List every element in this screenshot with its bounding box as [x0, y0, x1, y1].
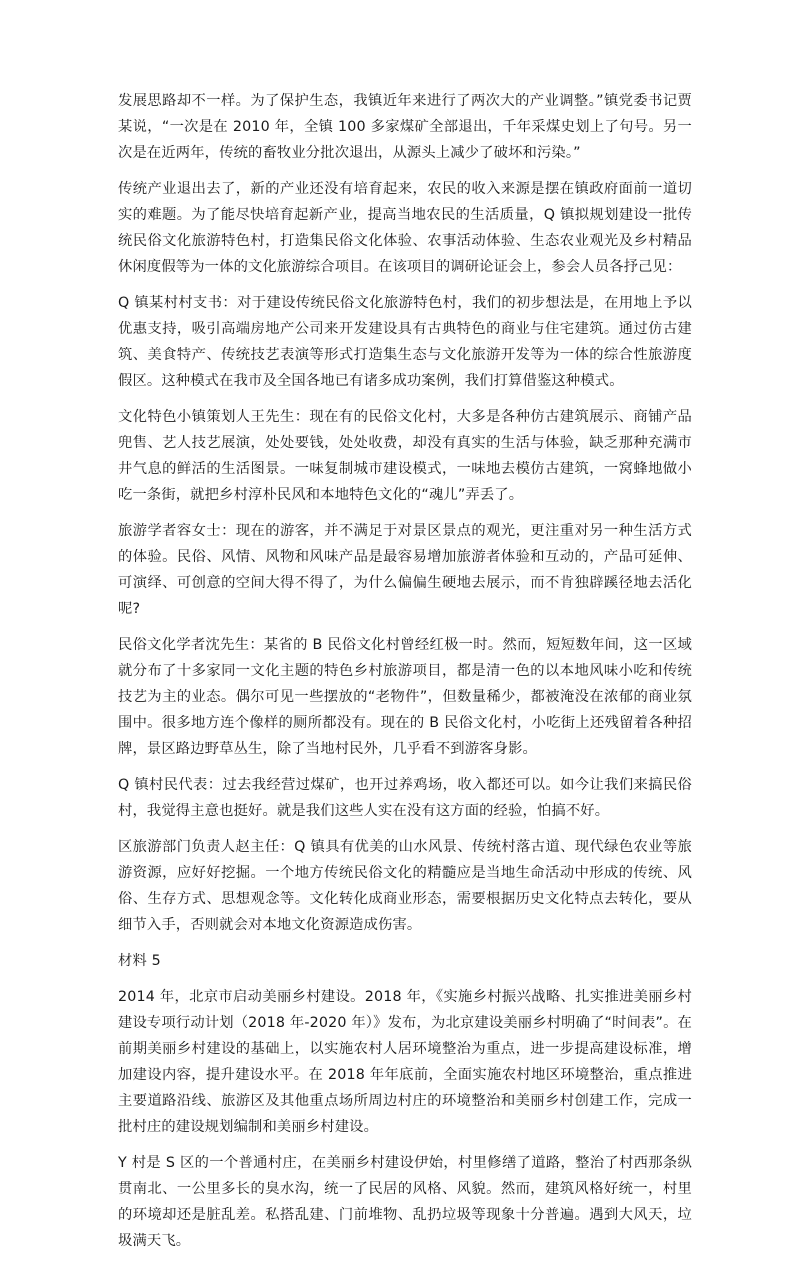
paragraph-10: Y 村是 S 区的一个普通村庄，在美丽乡村建设伊始，村里修缮了道路，整治了村西那条纵贯南北、一公里多长的臭水沟，统一了民居的风格、风貌。然而，建筑风格好统一，村里的环境却还是脏乱差。私搭乱建、门前堆物、乱扔垃圾等现象十分普遍。遇到大风天，垃圾满天飞。 [118, 1155, 692, 1249]
paragraph-8: 区旅游部门负责人赵主任：Q 镇具有优美的山水风景、传统村落古道、现代绿色农业等旅游资源，应好好挖掘。一个地方传统民俗文化的精髓应是当地生命活动中形成的传统、风俗、生存方式、思想观念等。文化转化成商业形态，需要根据历史文化特点去转化，要从细节入手，否则就会对本地文化资源造成伤害。 [118, 839, 692, 933]
section-heading: 材料 5 [118, 953, 161, 969]
paragraph-6: 民俗文化学者沈先生：某省的 B 民俗文化村曾经红极一时。然而，短短数年间，这一区域就分布了十多家同一文化主题的特色乡村旅游项目，都是清一色的以本地风味小吃和传统技艺为主的业态。偶尔可见一些摆放的“老物件”，但数量稀少，都被淹没在浓郁的商业氛围中。很多地方连个像样的厕所都没有。现在的 B 民俗文化村，小吃街上还残留着各种招牌，景区路边野草丛生，除了当地村民外，几乎看不到游客身影。 [118, 637, 692, 757]
paragraph-9: 2014 年，北京市启动美丽乡村建设。2018 年，《实施乡村振兴战略、扎实推进美丽乡村建设专项行动计划（2018 年-2020 年）》发布，为北京建设美丽乡村明确了“时间表”。在前期美丽乡村建设的基础上，以实施农村人居环境整治为重点，进一步提高建设标准，增加建设内容，提升建设水平。在 2018 年年底前，全面实施农村地区环境整治，重点推进主要道路沿线、旅游区及其他重点场所周边村庄的环境整治和美丽乡村创建工作，完成一批村庄的建设规划编制和美丽乡村建设。 [118, 989, 692, 1135]
document-page [118, 88, 692, 1264]
paragraph-2: 传统产业退出去了，新的产业还没有培育起来，农民的收入来源是摆在镇政府面前一道切实的难题。为了能尽快培育起新产业，提高当地农民的生活质量，Q 镇拟规划建设一批传统民俗文化旅游特色村，打造集民俗文化体验、农事活动体验、生态农业观光及乡村精品休闲度假等为一体的文化旅游综合项目。在该项目的调研论证会上，参会人员各抒己见： [118, 181, 692, 275]
paragraph-5: 旅游学者容女士：现在的游客，并不满足于对景区景点的观光，更注重对另一种生活方式的体验。民俗、风情、风物和风味产品是最容易增加旅游者体验和互动的，产品可延伸、可演绎、可创意的空间大得不得了，为什么偏偏生硬地去展示，而不肯独辟蹊径地去活化呢? [118, 523, 692, 617]
paragraph-4: 文化特色小镇策划人王先生：现在有的民俗文化村，大多是各种仿古建筑展示、商铺产品兜售、艺人技艺展演，处处要钱，处处收费，却没有真实的生活与体验，缺乏那种充满市井气息的鲜活的生活图景。一味复制城市建设模式，一味地去模仿古建筑，一窝蜂地做小吃一条街，就把乡村淳朴民风和本地特色文化的“魂儿”弄丢了。 [118, 409, 692, 503]
paragraph-3: Q 镇某村村支书：对于建设传统民俗文化旅游特色村，我们的初步想法是，在用地上予以优惠支持，吸引高端房地产公司来开发建设具有古典特色的商业与住宅建筑。通过仿古建筑、美食特产、传统技艺表演等形式打造集生态与文化旅游开发等为一体的综合性旅游度假区。这种模式在我市及全国各地已有诸多成功案例，我们打算借鉴这种模式。 [118, 295, 692, 389]
paragraph-1: 发展思路却不一样。为了保护生态，我镇近年来进行了两次大的产业调整。”镇党委书记贾某说，“一次是在 2010 年，全镇 100 多家煤矿全部退出，千年采煤史划上了句号。另一次是在近两年，传统的畜牧业分批次退出，从源头上减少了破坏和污染。” [118, 93, 692, 161]
paragraph-7: Q 镇村民代表：过去我经营过煤矿，也开过养鸡场，收入都还可以。如今让我们来搞民俗村，我觉得主意也挺好。就是我们这些人实在没有这方面的经验，怕搞不好。 [118, 777, 692, 819]
